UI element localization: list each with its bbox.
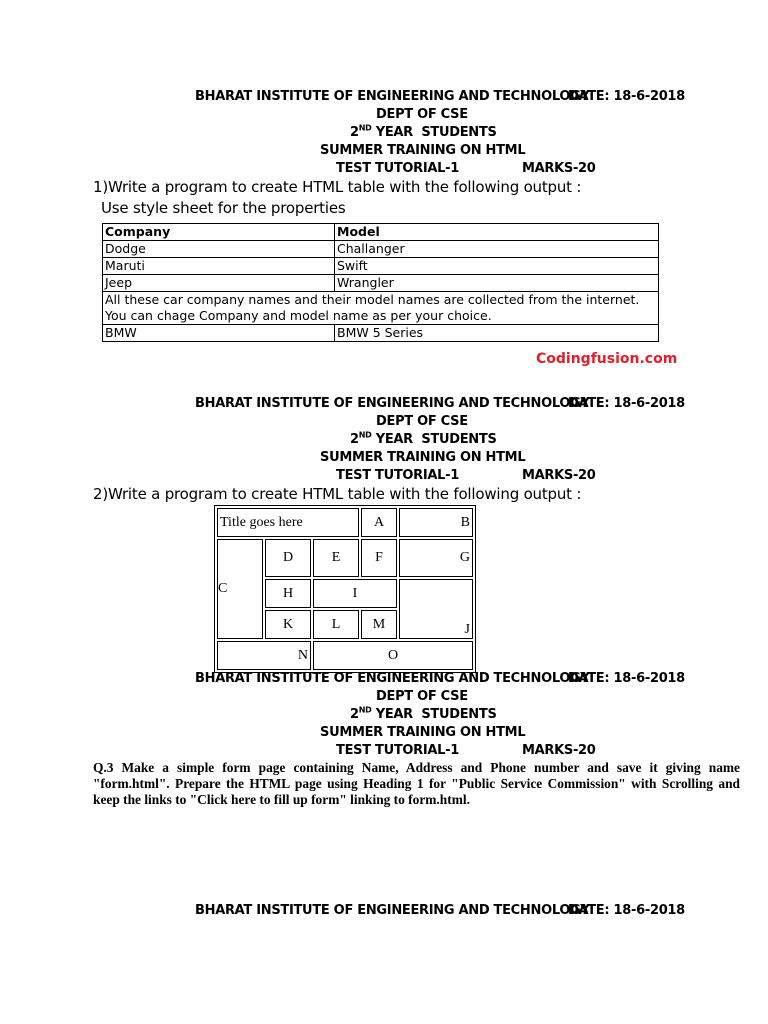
- cell-j: J: [399, 579, 473, 639]
- cell-g: G: [399, 539, 473, 577]
- year-students: 2ND YEAR STUDENTS: [350, 430, 497, 447]
- header-block-2: [0, 395, 768, 485]
- car-table: [102, 223, 659, 342]
- table-cell: Maruti: [103, 258, 335, 275]
- cell-k: K: [265, 610, 311, 639]
- table-note: All these car company names and their model names are collected from the internet. You can chage Company and model name as per your choice.: [103, 292, 659, 325]
- table-cell: Wrangler: [335, 275, 659, 292]
- exam-date: DATE: 18-6-2018: [568, 903, 685, 918]
- department: DEPT OF CSE: [376, 689, 468, 704]
- training-title: SUMMER TRAINING ON HTML: [320, 725, 526, 740]
- table-row: [103, 241, 659, 258]
- exam-date: DATE: 18-6-2018: [568, 671, 685, 686]
- credit-watermark: Codingfusion.com: [536, 351, 678, 367]
- cell-f: F: [361, 539, 397, 577]
- marks: MARKS-20: [522, 161, 596, 176]
- table-row: [103, 325, 659, 342]
- table-cell: BMW: [103, 325, 335, 342]
- training-title: SUMMER TRAINING ON HTML: [320, 143, 526, 158]
- marks: MARKS-20: [522, 743, 596, 758]
- cell-i: I: [313, 579, 397, 608]
- cell-b: B: [399, 508, 473, 537]
- cell-c: C: [217, 539, 263, 639]
- question-2-text: 2)Write a program to create HTML table with the following output :: [93, 485, 582, 503]
- table-note-row: [103, 292, 659, 325]
- cell-d: D: [265, 539, 311, 577]
- question-3-text: Q.3 Make a simple form page containing Name, Address and Phone number and save it giving name "form.html". Prepare the HTML page using Heading 1 for "Public Service Commission" with Scrolling and keep the links to "Click here to fill up form" linking to form.html.: [93, 760, 740, 807]
- table-row: [103, 258, 659, 275]
- header-model: Model: [335, 224, 659, 241]
- letter-table: [214, 505, 476, 673]
- cell-h: H: [265, 579, 311, 608]
- question-1-subtext: Use style sheet for the properties: [101, 199, 346, 217]
- training-title: SUMMER TRAINING ON HTML: [320, 450, 526, 465]
- cell-m: M: [361, 610, 397, 639]
- department: DEPT OF CSE: [376, 107, 468, 122]
- question-1-text: 1)Write a program to create HTML table with the following output :: [93, 178, 582, 196]
- table-row: [103, 275, 659, 292]
- table-row: [217, 508, 473, 537]
- table-cell: BMW 5 Series: [335, 325, 659, 342]
- department: DEPT OF CSE: [376, 414, 468, 429]
- cell-title: Title goes here: [217, 508, 359, 537]
- table-row: [217, 641, 473, 670]
- table-cell: Dodge: [103, 241, 335, 258]
- marks: MARKS-20: [522, 468, 596, 483]
- cell-e: E: [313, 539, 359, 577]
- tutorial-title: TEST TUTORIAL-1: [336, 161, 459, 176]
- exam-date: DATE: 18-6-2018: [568, 89, 685, 104]
- cell-a: A: [361, 508, 397, 537]
- year-students: 2ND YEAR STUDENTS: [350, 705, 497, 722]
- table-cell: Swift: [335, 258, 659, 275]
- header-block-3: [0, 670, 768, 760]
- exam-date: DATE: 18-6-2018: [568, 396, 685, 411]
- institute-name: BHARAT INSTITUTE OF ENGINEERING AND TECHNOLOGY: [195, 396, 590, 411]
- cell-o: O: [313, 641, 473, 670]
- table-row: [217, 539, 473, 577]
- year-students: 2ND YEAR STUDENTS: [350, 123, 497, 140]
- tutorial-title: TEST TUTORIAL-1: [336, 743, 459, 758]
- table-cell: Jeep: [103, 275, 335, 292]
- institute-name: BHARAT INSTITUTE OF ENGINEERING AND TECHNOLOGY: [195, 89, 590, 104]
- tutorial-title: TEST TUTORIAL-1: [336, 468, 459, 483]
- institute-name: BHARAT INSTITUTE OF ENGINEERING AND TECHNOLOGY: [195, 903, 590, 918]
- header-company: Company: [103, 224, 335, 241]
- table-cell: Challanger: [335, 241, 659, 258]
- institute-name: BHARAT INSTITUTE OF ENGINEERING AND TECHNOLOGY: [195, 671, 590, 686]
- cell-n: N: [217, 641, 311, 670]
- cell-l: L: [313, 610, 359, 639]
- table-header-row: [103, 224, 659, 241]
- header-block-4: [0, 902, 768, 920]
- header-block-1: [0, 88, 768, 178]
